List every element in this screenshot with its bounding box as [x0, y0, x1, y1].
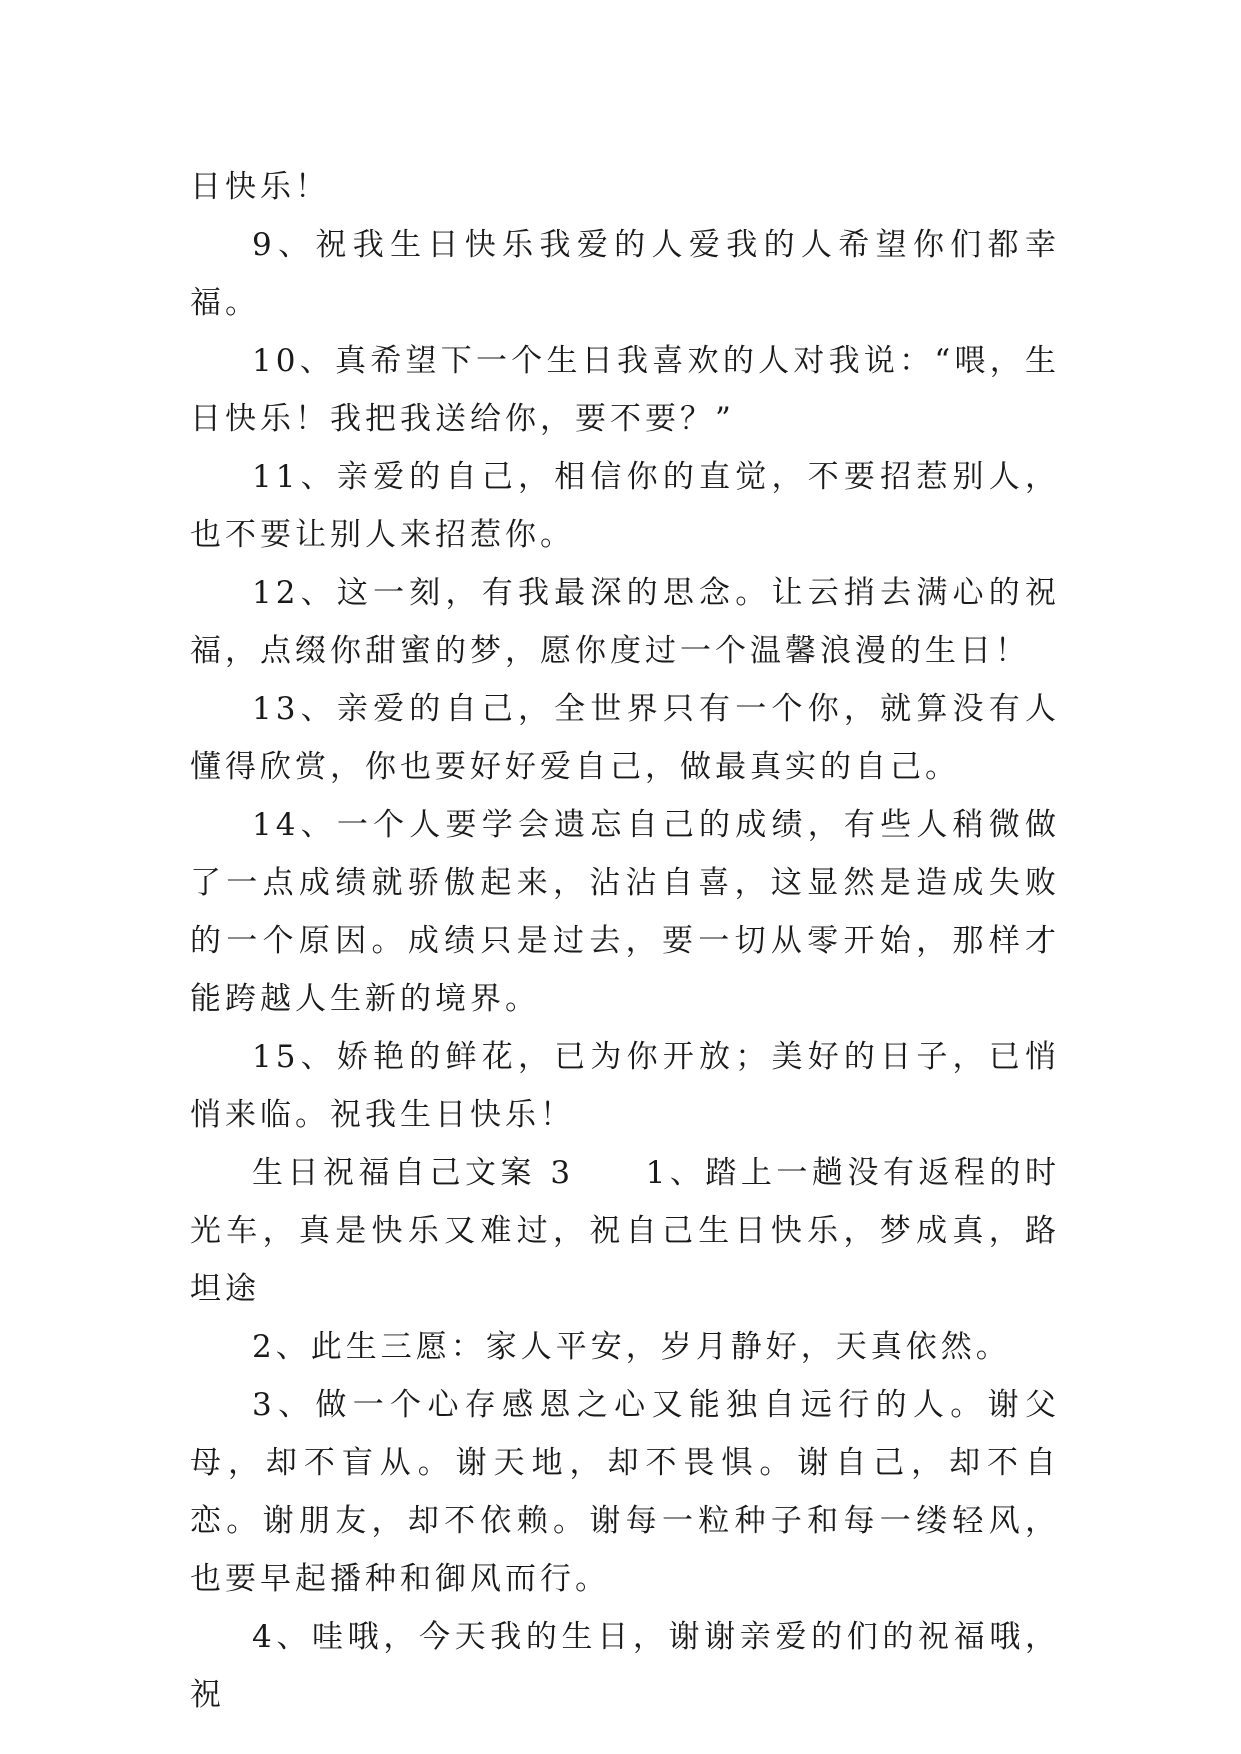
- document-body: [190, 158, 1060, 1724]
- paragraph-continuation: 日快乐！: [190, 169, 330, 205]
- paragraph-item-10: 10、真希望下一个生日我喜欢的人对我说：“喂，生日快乐！我把我送给你，要不要？”: [190, 343, 1060, 437]
- paragraph-item-14: 14、一个人要学会遗忘自己的成绩，有些人稍微做了一点成绩就骄傲起来，沾沾自喜，这显然是造成失败的一个原因。成绩只是过去，要一切从零开始，那样才能跨越人生新的境界。: [190, 807, 1060, 1017]
- paragraph-item-15: 15、娇艳的鲜花，已为你开放；美好的日子，已悄悄来临。祝我生日快乐！: [190, 1039, 1060, 1133]
- paragraph-item-13: 13、亲爱的自己，全世界只有一个你，就算没有人懂得欣赏，你也要好好爱自己，做最真实的自己。: [190, 691, 1060, 785]
- section-heading-paragraph: 生日祝福自己文案 3 1、踏上一趟没有返程的时光车，真是快乐又难过，祝自己生日快乐，梦成真，路坦途: [190, 1155, 1060, 1307]
- paragraph-item-4: 4、哇哦，今天我的生日，谢谢亲爱的们的祝福哦，祝: [190, 1619, 1060, 1713]
- paragraph-item-9: 9、祝我生日快乐我爱的人爱我的人希望你们都幸福。: [190, 227, 1060, 321]
- paragraph-item-11: 11、亲爱的自己，相信你的直觉，不要招惹别人，也不要让别人来招惹你。: [190, 459, 1060, 553]
- paragraph-item-2: 2、此生三愿：家人平安，岁月静好，天真依然。: [252, 1329, 1011, 1365]
- paragraph-item-12: 12、这一刻，有我最深的思念。让云捎去满心的祝福，点缀你甜蜜的梦，愿你度过一个温馨浪漫的生日！: [190, 575, 1060, 669]
- paragraph-item-3: 3、做一个心存感恩之心又能独自远行的人。谢父母，却不盲从。谢天地，却不畏惧。谢自己，却不自恋。谢朋友，却不依赖。谢每一粒种子和每一缕轻风，也要早起播种和御风而行。: [190, 1387, 1060, 1597]
